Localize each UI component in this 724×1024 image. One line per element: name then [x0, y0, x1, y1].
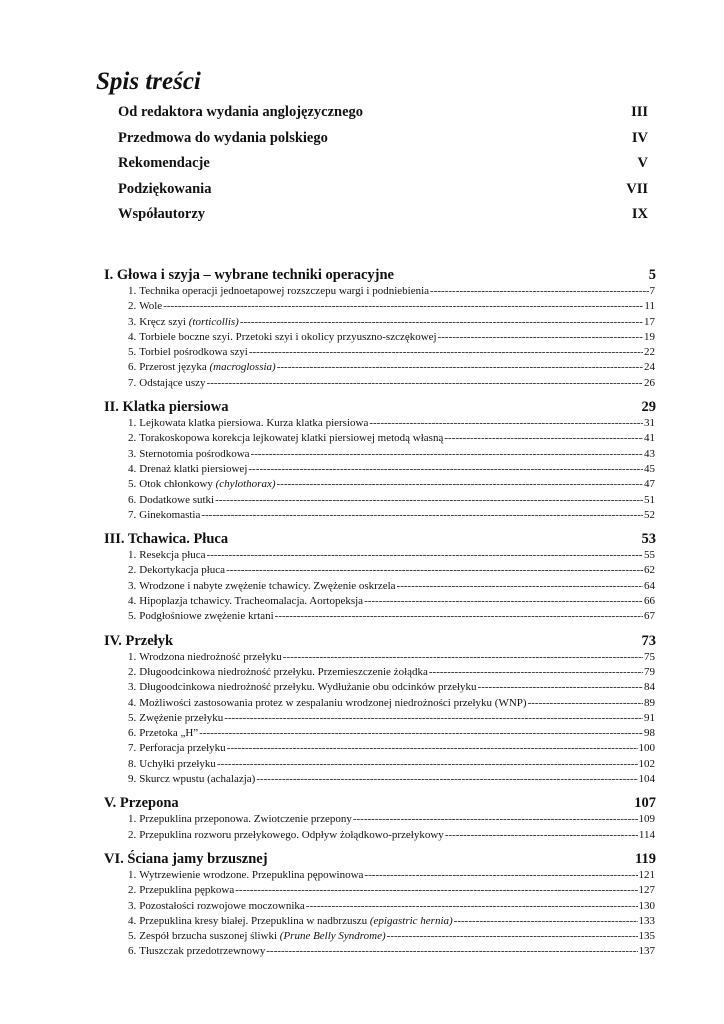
entry-page: 19 — [644, 330, 655, 343]
chapter-page: 107 — [634, 795, 656, 812]
chapters-list — [104, 266, 656, 967]
entry-page: 114 — [638, 828, 655, 841]
entry-title-text: Przepuklina rozworu przełykowego. Odpływ żołądkowo-przełykowy — [139, 828, 444, 841]
entry-title-text: Przepuklina pępkowa — [139, 884, 235, 897]
entry-title — [139, 741, 225, 756]
entry-title-text: Tłuszczak przedotrzewnowy — [139, 945, 266, 958]
entry-list — [128, 868, 655, 960]
chapter-section — [104, 850, 656, 960]
entry-page: 137 — [638, 945, 655, 958]
entry-number: 4. — [128, 595, 137, 608]
dot-leader — [454, 914, 638, 929]
entry-number: 7. — [128, 376, 137, 389]
chapter-heading[interactable] — [104, 632, 656, 650]
entry-title-text: Pozostałości rozwojowe moczownika — [139, 899, 305, 912]
entry-title-text: Otok chłonkowy — [139, 478, 216, 491]
entry-title — [139, 563, 225, 578]
entry-title-italic: (epigastric hernia) — [369, 914, 453, 927]
front-matter-page: IX — [631, 206, 648, 222]
entry-page: 11 — [644, 300, 655, 313]
chapter-section — [104, 398, 656, 523]
dot-leader — [224, 711, 643, 726]
front-matter-label: Podziękowania — [118, 180, 212, 197]
entry-page: 26 — [644, 376, 655, 389]
dot-leader — [248, 462, 643, 477]
entry-page: 79 — [644, 665, 655, 678]
toc-entry[interactable] — [128, 284, 655, 299]
entry-number: 7. — [128, 742, 137, 755]
toc-entry[interactable] — [128, 899, 655, 914]
toc-entry[interactable] — [128, 929, 655, 944]
entry-number: 9. — [128, 773, 137, 786]
chapter-title: III. Tchawica. Płuca — [104, 531, 229, 548]
front-matter-label: Od redaktora wydania anglojęzycznego — [118, 104, 364, 120]
chapter-section — [104, 530, 656, 624]
entry-page: 62 — [644, 564, 655, 577]
chapter-heading[interactable] — [104, 794, 656, 812]
dot-leader — [256, 772, 637, 787]
toc-entry[interactable] — [128, 650, 655, 665]
entry-title — [139, 944, 265, 959]
entry-title-text: Wole — [139, 300, 163, 313]
entry-title — [139, 868, 363, 883]
entry-title-text: Przepuklina przeponowa. Zwiotczenie przepony — [139, 813, 352, 826]
entry-title — [139, 726, 198, 741]
entry-title — [139, 579, 395, 594]
entry-title-text: Przerost języka — [139, 361, 210, 374]
toc-entry[interactable] — [128, 772, 655, 787]
chapter-heading[interactable] — [104, 266, 656, 284]
toc-entry[interactable] — [128, 431, 655, 446]
front-matter-page: III — [631, 104, 648, 120]
entry-number: 1. — [128, 417, 137, 430]
entry-title — [139, 493, 214, 508]
front-matter-label: Przedmowa do wydania polskiego — [118, 129, 328, 146]
dot-leader — [364, 868, 637, 883]
entry-title — [139, 431, 443, 446]
chapter-page: 5 — [648, 267, 656, 283]
entry-page: 127 — [638, 884, 655, 897]
entry-title-text: Technika operacji jednoetapowej rozszczepu wargi i podniebienia — [139, 285, 430, 297]
entry-title — [139, 757, 216, 772]
entry-page: 89 — [644, 696, 655, 709]
entry-page: 17 — [644, 315, 655, 328]
chapter-title: V. Przepona — [104, 795, 179, 812]
chapter-heading[interactable] — [104, 530, 656, 548]
entry-title — [139, 376, 205, 391]
dot-leader — [387, 929, 638, 944]
chapter-page: 29 — [641, 399, 656, 416]
entry-number: 4. — [128, 696, 137, 709]
entry-number: 6. — [128, 945, 137, 958]
entry-number: 5. — [128, 711, 137, 724]
toc-entry[interactable] — [128, 376, 655, 391]
toc-entry[interactable] — [128, 360, 655, 375]
toc-entry[interactable] — [128, 508, 655, 523]
entry-title — [139, 772, 255, 787]
entry-title — [139, 711, 223, 726]
toc-entry[interactable] — [128, 757, 655, 772]
dot-leader — [251, 447, 643, 462]
entry-title — [139, 696, 526, 711]
dot-leader — [207, 376, 643, 391]
entry-number: 4. — [128, 462, 137, 475]
entry-page: 55 — [644, 549, 655, 562]
entry-number: 3. — [128, 315, 137, 328]
entry-number: 1. — [128, 868, 137, 881]
entry-title — [139, 650, 282, 665]
entry-title-text: Długoodcinkowa niedrożność przełyku. Przemieszczenie żołądka — [139, 665, 428, 678]
entry-page: 67 — [644, 610, 655, 623]
entry-title-text: Perforacja przełyku — [139, 742, 226, 755]
dot-leader — [438, 330, 643, 345]
entry-number: 6. — [128, 361, 137, 374]
entry-page: 66 — [644, 595, 655, 608]
entry-number: 4. — [128, 914, 137, 927]
toc-entry[interactable] — [128, 493, 655, 508]
entry-number: 1. — [128, 650, 137, 663]
dot-leader — [277, 360, 643, 375]
entry-number: 2. — [128, 300, 137, 313]
entry-title-text: Zwężenie przełyku — [139, 711, 224, 724]
entry-number: 2. — [128, 828, 137, 841]
entry-page: 41 — [644, 432, 655, 445]
entry-list — [128, 812, 655, 843]
entry-page: 109 — [638, 813, 655, 826]
entry-page: 98 — [644, 727, 655, 740]
entry-number: 1. — [128, 285, 137, 297]
dot-leader — [364, 594, 643, 609]
dot-leader — [163, 299, 643, 314]
toc-entry[interactable] — [128, 914, 655, 929]
entry-page: 47 — [644, 478, 655, 491]
dot-leader — [249, 345, 643, 360]
entry-page: 91 — [644, 711, 655, 724]
entry-title — [139, 416, 368, 431]
entry-number: 1. — [128, 549, 137, 562]
toc-entry[interactable] — [128, 548, 655, 563]
dot-leader — [528, 696, 643, 711]
toc-entry[interactable] — [128, 594, 655, 609]
entry-number: 2. — [128, 564, 137, 577]
entry-title — [139, 299, 162, 314]
toc-entry[interactable] — [128, 330, 655, 345]
toc-entry[interactable] — [128, 726, 655, 741]
entry-title-italic: (Prune Belly Syndrome) — [279, 930, 386, 943]
entry-title-text: Możliwości zastosowania protez w zespalaniu wrodzonej niedrożności przełyku (WNP) — [139, 696, 527, 709]
chapter-title: IV. Przełyk — [104, 632, 174, 649]
entry-number: 3. — [128, 447, 137, 460]
toc-entry[interactable] — [128, 299, 655, 314]
front-matter-label: Rekomendacje — [118, 155, 210, 171]
front-matter-item[interactable] — [118, 103, 648, 129]
entry-page: 102 — [638, 757, 655, 770]
dot-leader — [217, 757, 638, 772]
dot-leader — [306, 899, 638, 914]
entry-title-text: Kręcz szyi — [139, 315, 189, 328]
entry-list — [128, 416, 655, 523]
entry-title-text: Długoodcinkowa niedrożność przełyku. Wydłużanie obu odcinków przełyku — [139, 681, 477, 694]
entry-title-text: Wytrzewienie wrodzone. Przepuklina pępowinowa — [139, 868, 364, 881]
front-matter-item[interactable] — [118, 129, 648, 155]
entry-page: 51 — [644, 493, 655, 506]
toc-entry[interactable] — [128, 563, 655, 578]
dot-leader — [283, 650, 643, 665]
entry-title — [139, 929, 385, 944]
entry-title-text: Lejkowata klatka piersiowa. Kurza klatka piersiowa — [139, 417, 369, 430]
front-matter-item[interactable] — [118, 205, 648, 231]
entry-title-text: Dodatkowe sutki — [139, 493, 215, 506]
dot-leader — [277, 477, 643, 492]
chapter-section — [104, 266, 656, 391]
entry-page: 64 — [644, 579, 655, 592]
front-matter-item[interactable] — [118, 154, 648, 180]
toc-entry[interactable] — [128, 345, 655, 360]
dot-leader — [199, 726, 643, 741]
entry-number: 6. — [128, 493, 137, 506]
entry-page: 7 — [649, 285, 655, 297]
dot-leader — [201, 508, 643, 523]
front-matter-label: Współautorzy — [118, 206, 205, 222]
front-matter-item[interactable] — [118, 180, 648, 206]
dot-leader — [430, 284, 648, 299]
entry-page: 121 — [638, 868, 655, 881]
entry-title-text: Torbiele boczne szyi. Przetoki szyi i okolicy przyuszno-szczękowej — [139, 330, 437, 343]
entry-title-text: Ginekomastia — [139, 508, 201, 521]
chapter-page: 53 — [641, 531, 656, 548]
dot-leader — [226, 563, 643, 578]
entry-page: 22 — [644, 346, 655, 359]
entry-page: 24 — [644, 361, 655, 374]
dot-leader — [429, 665, 643, 680]
toc-entry[interactable] — [128, 711, 655, 726]
chapter-page: 119 — [635, 850, 656, 867]
entry-title — [139, 609, 273, 624]
toc-entry[interactable] — [128, 812, 655, 827]
chapter-page: 73 — [641, 632, 656, 649]
dot-leader — [266, 944, 637, 959]
entry-number: 5. — [128, 930, 137, 943]
toc-entry[interactable] — [128, 315, 655, 330]
front-matter-list — [118, 103, 648, 231]
toc-entry[interactable] — [128, 680, 655, 695]
entry-title — [139, 812, 352, 827]
dot-leader — [215, 493, 643, 508]
entry-title — [139, 447, 249, 462]
entry-title — [139, 883, 234, 898]
entry-title-italic: (chylothorax) — [215, 478, 276, 491]
entry-title-text: Uchyłki przełyku — [139, 757, 216, 770]
dot-leader — [353, 812, 638, 827]
entry-title — [139, 477, 275, 492]
entry-title-text: Przetoka „H” — [139, 727, 199, 740]
dot-leader — [240, 315, 643, 330]
entry-number: 3. — [128, 579, 137, 592]
entry-number: 5. — [128, 610, 137, 623]
chapter-title: II. Klatka piersiowa — [104, 399, 229, 416]
toc-entry[interactable] — [128, 868, 655, 883]
entry-title — [139, 462, 247, 477]
entry-number: 3. — [128, 899, 137, 912]
chapter-title: VI. Ściana jamy brzusznej — [104, 850, 268, 867]
chapter-heading[interactable] — [104, 398, 656, 416]
entry-title — [139, 345, 248, 360]
entry-number: 5. — [128, 478, 137, 491]
entry-title-italic: (torticollis) — [188, 315, 239, 328]
entry-title — [139, 594, 363, 609]
toc-entry[interactable] — [128, 741, 655, 756]
toc-entry[interactable] — [128, 477, 655, 492]
dot-leader — [275, 609, 643, 624]
toc-entry[interactable] — [128, 828, 655, 843]
entry-title — [139, 330, 436, 345]
entry-page: 43 — [644, 447, 655, 460]
entry-page: 45 — [644, 462, 655, 475]
entry-title — [139, 284, 429, 299]
entry-number: 5. — [128, 346, 137, 359]
entry-number: 8. — [128, 757, 137, 770]
entry-title-text: Torbiel pośrodkowa szyi — [139, 346, 248, 359]
entry-title-text: Torakoskopowa korekcja lejkowatej klatki piersiowej metodą własną — [139, 432, 444, 445]
entry-title — [139, 680, 476, 695]
front-matter-page: IV — [631, 129, 648, 146]
entry-title — [139, 548, 205, 563]
entry-title — [139, 508, 200, 523]
entry-page: 52 — [644, 508, 655, 521]
chapter-section — [104, 794, 656, 843]
entry-list — [128, 548, 655, 624]
toc-entry[interactable] — [128, 609, 655, 624]
entry-number: 2. — [128, 665, 137, 678]
entry-title — [139, 360, 275, 375]
toc-entry[interactable] — [128, 579, 655, 594]
entry-title — [139, 828, 444, 843]
dot-leader — [369, 416, 643, 431]
toc-entry[interactable] — [128, 944, 655, 959]
entry-title — [139, 665, 428, 680]
entry-title-text: Wrodzone i nabyte zwężenie tchawicy. Zwężenie oskrzela — [139, 579, 396, 592]
entry-page: 84 — [644, 681, 655, 694]
entry-title-text: Zespół brzucha suszonej śliwki — [139, 930, 280, 943]
entry-title-text: Skurcz wpustu (achalazja) — [139, 773, 256, 786]
entry-title-text: Resekcja płuca — [139, 549, 206, 562]
entry-page: 104 — [638, 773, 655, 786]
dot-leader — [207, 548, 643, 563]
dot-leader — [444, 431, 643, 446]
dot-leader — [478, 680, 643, 695]
entry-page: 100 — [638, 742, 655, 755]
entry-number: 2. — [128, 884, 137, 897]
entry-title-text: Odstające uszy — [139, 376, 206, 389]
entry-title-text: Podgłośniowe zwężenie krtani — [139, 610, 274, 623]
entry-title-text: Przepuklina kresy białej. Przepuklina w nadbrzuszu — [139, 914, 370, 927]
toc-entry[interactable] — [128, 416, 655, 431]
dot-leader — [235, 883, 637, 898]
entry-title — [139, 914, 452, 929]
entry-number: 6. — [128, 727, 137, 740]
toc-entry[interactable] — [128, 665, 655, 680]
entry-page: 133 — [638, 914, 655, 927]
chapter-section — [104, 632, 656, 788]
page-title: Spis treści — [96, 68, 201, 95]
entry-page: 31 — [644, 417, 655, 430]
chapter-heading[interactable] — [104, 850, 656, 868]
dot-leader — [227, 741, 638, 756]
entry-title — [139, 315, 239, 330]
entry-page: 75 — [644, 650, 655, 663]
front-matter-page: V — [637, 155, 648, 171]
entry-number: 4. — [128, 330, 137, 343]
entry-page: 130 — [638, 899, 655, 912]
entry-title-text: Drenaż klatki piersiowej — [139, 462, 248, 475]
chapter-title: I. Głowa i szyja – wybrane techniki operacyjne — [104, 267, 394, 283]
entry-title-text: Wrodzona niedrożność przełyku — [139, 650, 282, 663]
toc-entry[interactable] — [128, 696, 655, 711]
entry-title-text: Hipoplazja tchawicy. Tracheomalacja. Aortopeksja — [139, 595, 364, 608]
toc-entry[interactable] — [128, 883, 655, 898]
entry-number: 2. — [128, 432, 137, 445]
entry-page: 135 — [638, 930, 655, 943]
entry-title-text: Dekortykacja płuca — [139, 564, 226, 577]
entry-number: 7. — [128, 508, 137, 521]
entry-number: 3. — [128, 681, 137, 694]
entry-title — [139, 899, 305, 914]
entry-number: 1. — [128, 813, 137, 826]
entry-list — [128, 650, 655, 788]
dot-leader — [397, 579, 643, 594]
toc-entry[interactable] — [128, 447, 655, 462]
entry-title-italic: (macroglossia) — [209, 361, 276, 374]
toc-entry[interactable] — [128, 462, 655, 477]
dot-leader — [445, 828, 638, 843]
front-matter-page: VII — [626, 180, 648, 197]
entry-list — [128, 284, 655, 391]
entry-title-text: Sternotomia pośrodkowa — [139, 447, 250, 460]
